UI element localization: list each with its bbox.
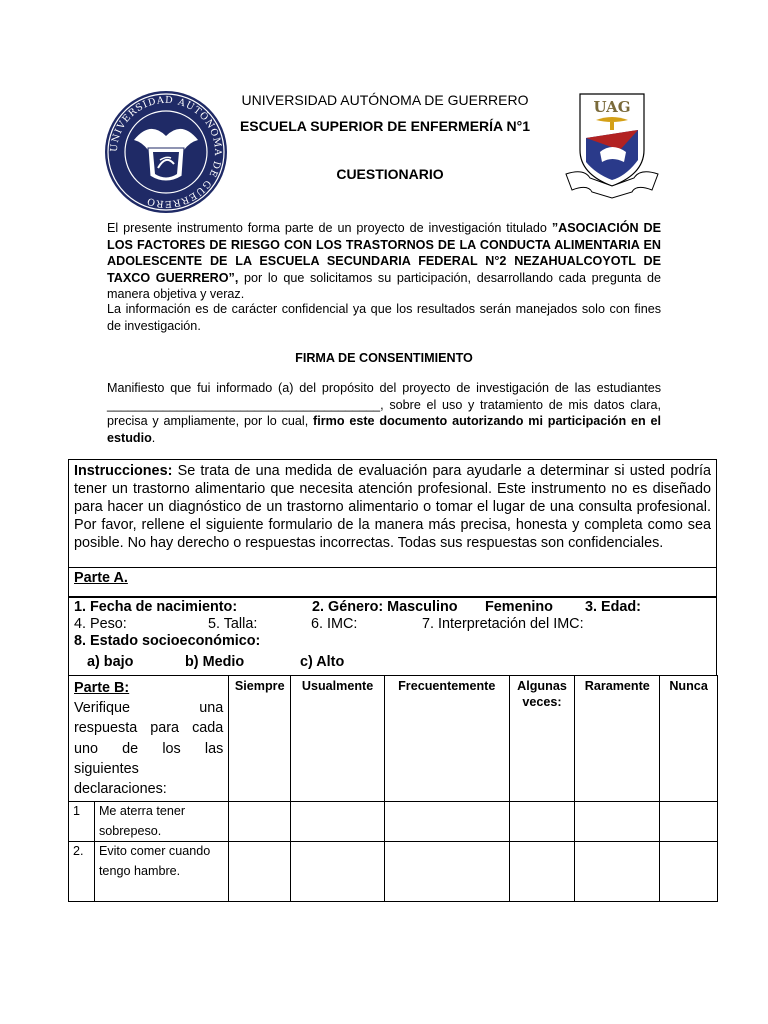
option-alto[interactable]: c) Alto bbox=[300, 654, 345, 670]
column-header-usualmente: Usualmente bbox=[291, 676, 385, 802]
column-header-frecuentemente: Frecuentemente bbox=[384, 676, 509, 802]
answer-cell-usualmente[interactable] bbox=[291, 842, 385, 902]
university-name: UNIVERSIDAD AUTÓNOMA DE GUERRERO bbox=[241, 92, 529, 108]
item-number: 1 bbox=[69, 802, 95, 842]
seal-ring-text: UNIVERSIDAD AUTÓNOMA DE GUERRERO bbox=[108, 94, 224, 210]
table-header-row bbox=[69, 676, 718, 802]
gender-female-option[interactable]: Femenino bbox=[485, 599, 553, 615]
parte-b-instruction-cell: Parte B: Verifique una respuesta para cada uno de los las siguientes declaraciones: bbox=[69, 676, 229, 802]
instructions-text: Se trata de una medida de evaluación para ayudarle a determinar si usted podría tener un trastorno alimentario que necesita atención profesional. Este instrumento no es diseñado para hacer un diagnóstico de un trastorno alimentario o tomar el lugar de una consulta profesional. Por favor, rellene el siguiente formulario de la manera más precisa, honesta y completa como sea posible. No hay derecho o respuestas incorrectas. Todas sus respuestas son confidenciales. bbox=[74, 463, 712, 551]
imc-interpretation-label: 7. Interpretación del IMC: bbox=[422, 616, 584, 632]
option-medio[interactable]: b) Medio bbox=[185, 654, 245, 670]
answer-cell-siempre[interactable] bbox=[229, 842, 291, 902]
answer-cell-raramente[interactable] bbox=[575, 842, 660, 902]
option-bajo[interactable]: a) bajo bbox=[87, 654, 134, 670]
birthdate-label: 1. Fecha de nacimiento: bbox=[74, 599, 238, 615]
column-header-raramente: Raramente bbox=[575, 676, 660, 802]
answer-cell-usualmente[interactable] bbox=[291, 802, 385, 842]
uag-shield-logo bbox=[560, 90, 664, 202]
uag-logo-text: UAG bbox=[593, 98, 631, 116]
imc-label: 6. IMC: bbox=[311, 616, 358, 632]
consent-paragraph: Manifiesto que fui informado (a) del propósito del proyecto de investigación de las estudiantes _______________________________________, sobre el uso y tratamiento de mis datos clara, precisa y ampliamente, por lo cual, firmo este documento autorizando mi participación en el estudio. bbox=[107, 381, 661, 445]
item-statement: Evito comer cuando tengo hambre. bbox=[94, 842, 228, 902]
parte-b-table bbox=[68, 675, 718, 902]
instructions-label: Instrucciones: bbox=[74, 463, 173, 479]
column-header-siempre: Siempre bbox=[229, 676, 291, 802]
height-label: 5. Talla: bbox=[208, 616, 258, 632]
weight-label: 4. Peso: bbox=[74, 616, 127, 632]
answer-cell-raramente[interactable] bbox=[575, 802, 660, 842]
item-statement: Me aterra tener sobrepeso. bbox=[94, 802, 228, 842]
confidential-note: La información es de carácter confidencial ya que los resultados serán manejados solo con fines de investigación. bbox=[107, 302, 661, 333]
answer-cell-algunas-veces[interactable] bbox=[509, 802, 575, 842]
answer-cell-frecuentemente[interactable] bbox=[384, 802, 509, 842]
document-title: CUESTIONARIO bbox=[336, 166, 444, 182]
table-row bbox=[69, 802, 718, 842]
column-header-algunas-veces: Algunas veces: bbox=[509, 676, 575, 802]
answer-cell-frecuentemente[interactable] bbox=[384, 842, 509, 902]
parte-a-header: Parte A. bbox=[68, 568, 717, 597]
table-row bbox=[69, 842, 718, 902]
gender-label: 2. Género: Masculino bbox=[312, 599, 458, 615]
answer-cell-nunca[interactable] bbox=[660, 842, 718, 902]
item-number: 2. bbox=[69, 842, 95, 902]
consent-title: FIRMA DE CONSENTIMIENTO bbox=[295, 351, 473, 365]
university-seal-logo bbox=[104, 90, 228, 214]
age-label: 3. Edad: bbox=[585, 599, 641, 615]
answer-cell-nunca[interactable] bbox=[660, 802, 718, 842]
instructions-box bbox=[68, 459, 717, 568]
socioeconomic-label: 8. Estado socioeconómico: bbox=[74, 633, 261, 649]
intro-paragraph: El presente instrumento forma parte de un proyecto de investigación titulado ”ASOCIACIÓN DE LOS FACTORES DE RIESGO CON LOS TRASTORNOS DE LA CONDUCTA ALIMENTARIA EN ADOLESCENTE DE LA ESCUELA SECUNDARIA FEDERAL N°2 NEZAHUALCOYOTL DE TAXCO GUERRERO”, por lo que solicitamos su participación, desarrollando cada pregunta de manera objetiva y veraz. bbox=[107, 221, 662, 301]
school-name: ESCUELA SUPERIOR DE ENFERMERÍA N°1 bbox=[239, 118, 531, 134]
project-title: ”ASOCIACIÓN DE LOS FACTORES DE RIESGO CON LOS TRASTORNOS DE LA CONDUCTA ALIMENTARIA EN ADOLESCENTE DE LA ESCUELA SECUNDARIA FEDERAL N°2 NEZAHUALCOYOTL DE TAXCO GUERRERO”, bbox=[107, 221, 662, 285]
answer-cell-siempre[interactable] bbox=[229, 802, 291, 842]
answer-cell-algunas-veces[interactable] bbox=[509, 842, 575, 902]
column-header-nunca: Nunca bbox=[660, 676, 718, 802]
parte-a-fields bbox=[68, 597, 717, 676]
